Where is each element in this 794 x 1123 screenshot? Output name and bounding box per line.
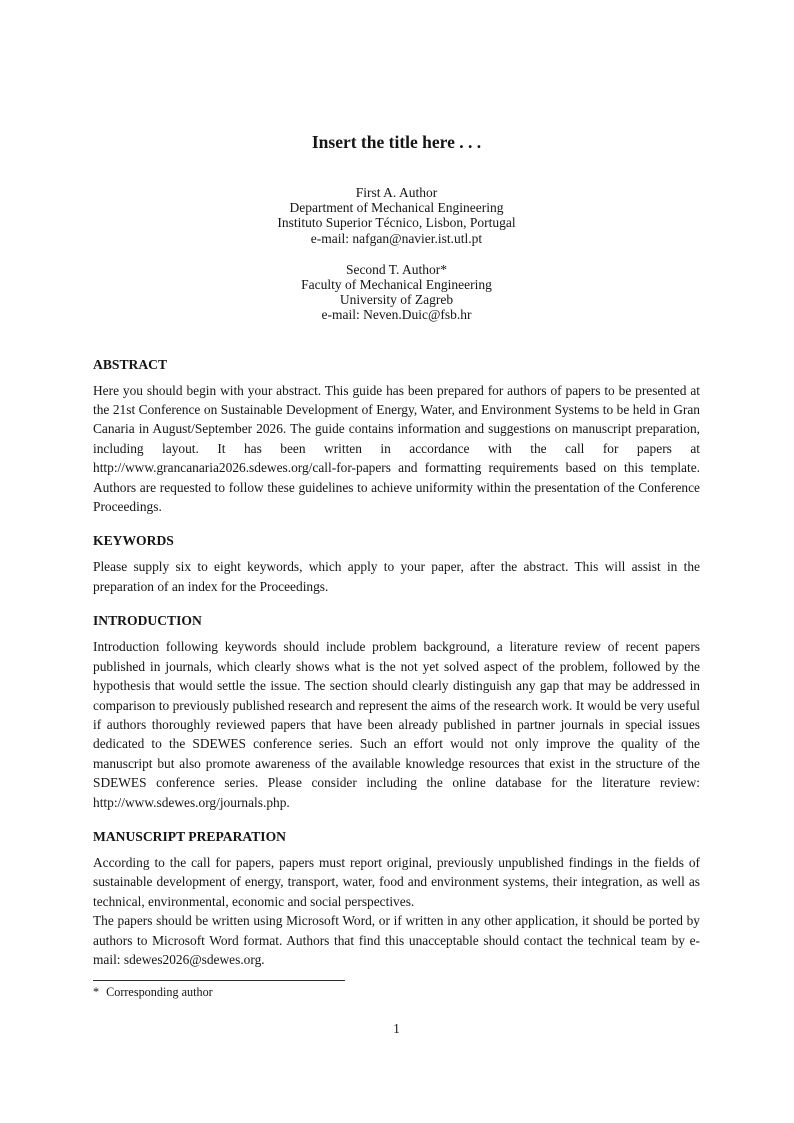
section-heading-introduction: INTRODUCTION bbox=[93, 613, 202, 629]
footnote-text bbox=[93, 985, 700, 1000]
footnote-rule bbox=[93, 980, 345, 981]
footnote-label: Corresponding author bbox=[106, 985, 213, 1000]
introduction-paragraph: Introduction following keywords should include problem background, a literature review of recent papers published in journals, which clearly shows what is the not yet solved aspect of the problem, followed by the hypothesis that would settle the issue. The section should clearly distinguish any gap that may be addressed in comparison to previously published research and represent the aims of the research work. It would be very useful if authors thoroughly reviewed papers that have been already published in partner journals in special issues dedicated to the SDEWES conference series. Such an effort would not only improve the quality of the manuscript but also promote awareness of the available knowledge resources that exist in the structure of the SDEWES conference series. Please consider including the online database for the literature review: http://www.sdewes.org/journals.php. bbox=[93, 639, 700, 810]
author-2-department: Faculty of Mechanical Engineering bbox=[301, 277, 492, 293]
keywords-paragraph: Please supply six to eight keywords, which apply to your paper, after the abstract. This will assist in the preparation of an index for the Proceedings. bbox=[93, 559, 700, 594]
section-heading-abstract: ABSTRACT bbox=[93, 356, 168, 372]
manuscript-preparation-paragraph-2: The papers should be written using Microsoft Word, or if written in any other application, it should be ported by authors to Microsoft Word format. Authors that find this unacceptable should contact the technical team by e-mail: sdewes2026@sdewes.org. bbox=[93, 913, 700, 967]
author-2-email: e-mail: Neven.Duic@fsb.hr bbox=[321, 307, 472, 323]
author-block-1 bbox=[93, 185, 700, 246]
footnote bbox=[93, 980, 700, 1000]
paper-title: Insert the title here . . . bbox=[311, 132, 482, 152]
author-2-name: Second T. Author* bbox=[345, 261, 448, 277]
manuscript-preparation-paragraph-1: According to the call for papers, papers must report original, previously unpublished findings in the fields of sustainable development of energy, transport, water, food and environment systems, their integration, as well as technical, environmental, economic and social perspectives. bbox=[93, 854, 700, 909]
author-1-name: First A. Author bbox=[355, 185, 438, 200]
author-2-institution: University of Zagreb bbox=[339, 292, 454, 308]
section-heading-manuscript-preparation: MANUSCRIPT PREPARATION bbox=[93, 828, 286, 844]
abstract-paragraph: Here you should begin with your abstract. This guide has been prepared for authors of papers to be presented at the 21st Conference on Sustainable Development of Energy, Water, and Environment Systems to be held in Gran Canaria in August/September 2026. The guide contains information and suggestions on manuscript preparation, including layout. It has been written in accordance with the call for papers at http://www.grancanaria2026.sdewes.org/call-for-papers and formatting requirements based on this template. Authors are requested to follow these guidelines to achieve uniformity within the presentation of the Conference Proceedings. bbox=[93, 382, 700, 515]
author-1-institution: Instituto Superior Técnico, Lisbon, Portugal bbox=[277, 215, 516, 231]
author-1-department: Department of Mechanical Engineering bbox=[289, 200, 504, 216]
page-number: 1 bbox=[393, 1021, 400, 1037]
section-heading-keywords: KEYWORDS bbox=[93, 533, 174, 549]
footnote-marker: * bbox=[93, 985, 100, 1000]
author-1-email: e-mail: nafgan@navier.ist.utl.pt bbox=[310, 230, 483, 246]
author-block-2 bbox=[93, 262, 700, 323]
